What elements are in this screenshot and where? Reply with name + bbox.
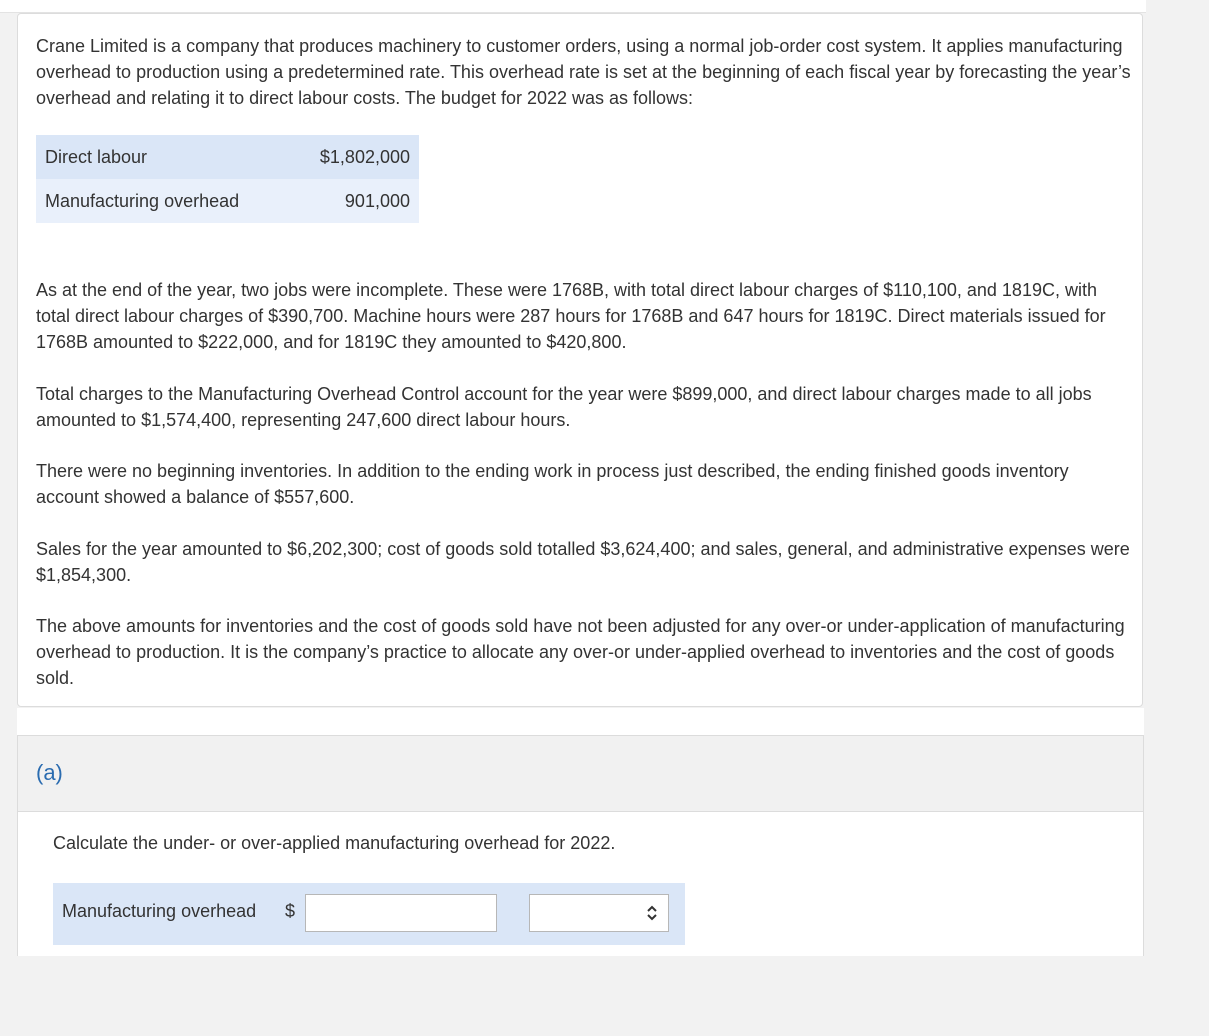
- updown-chevron-icon: [646, 904, 658, 922]
- budget-value: 901,000: [290, 179, 419, 223]
- part-a-instruction: Calculate the under- or over-applied manufacturing overhead for 2022.: [53, 833, 616, 853]
- jobs-paragraph: As at the end of the year, two jobs were incomplete. These were 1768B, with total direct labour charges of $110,100, and 1819C, with total direct labour charges of $390,700. Machine hours were 287 hours for 1768B and 647 hours for 1819C. Direct materials issued for 1768B amounted to $222,000, and for 1819C they amounted to $420,800.: [36, 280, 1106, 352]
- table-row: [36, 135, 419, 179]
- budget-value: $1,802,000: [290, 135, 419, 179]
- inventory-paragraph: There were no beginning inventories. In addition to the ending work in process just described, the ending finished goods inventory account showed a balance of $557,600.: [36, 461, 1069, 507]
- adjustment-paragraph: The above amounts for inventories and the cost of goods sold have not been adjusted for any over-or under-application of manufacturing overhead to production. It is the company’s practice to allocate any over-or under-applied overhead to inventories and the cost of goods sold.: [36, 616, 1125, 688]
- table-row: [36, 179, 419, 223]
- sales-paragraph: Sales for the year amounted to $6,202,300; cost of goods sold totalled $3,624,400; and sales, general, and administrative expenses were $1,854,300.: [36, 539, 1130, 585]
- currency-symbol: $: [285, 901, 296, 921]
- budget-label: Manufacturing overhead: [36, 179, 290, 223]
- part-letter: (a): [36, 760, 63, 785]
- part-a-section: [17, 735, 1144, 956]
- section-gap: [17, 708, 1144, 735]
- answer-label: Manufacturing overhead: [62, 901, 257, 921]
- top-strip: [0, 0, 1146, 13]
- over-under-select[interactable]: [529, 894, 669, 932]
- budget-label: Direct labour: [36, 135, 290, 179]
- budget-table: [36, 135, 419, 223]
- problem-statement: [17, 13, 1143, 707]
- overhead-paragraph: Total charges to the Manufacturing Overhead Control account for the year were $899,000, and direct labour charges made to all jobs amounted to $1,574,400, representing 247,600 direct labour hours.: [36, 384, 1092, 430]
- overhead-amount-input[interactable]: [305, 894, 497, 932]
- intro-paragraph: Crane Limited is a company that produces machinery to customer orders, using a normal job-order cost system. It applies manufacturing overhead to production using a predetermined rate. This overhead rate is set at the beginning of each fiscal year by forecasting the year’s overhead and relating it to direct labour costs. The budget for 2022 was as follows:: [36, 36, 1131, 108]
- part-a-header: [18, 736, 1143, 812]
- answer-row: [53, 883, 685, 945]
